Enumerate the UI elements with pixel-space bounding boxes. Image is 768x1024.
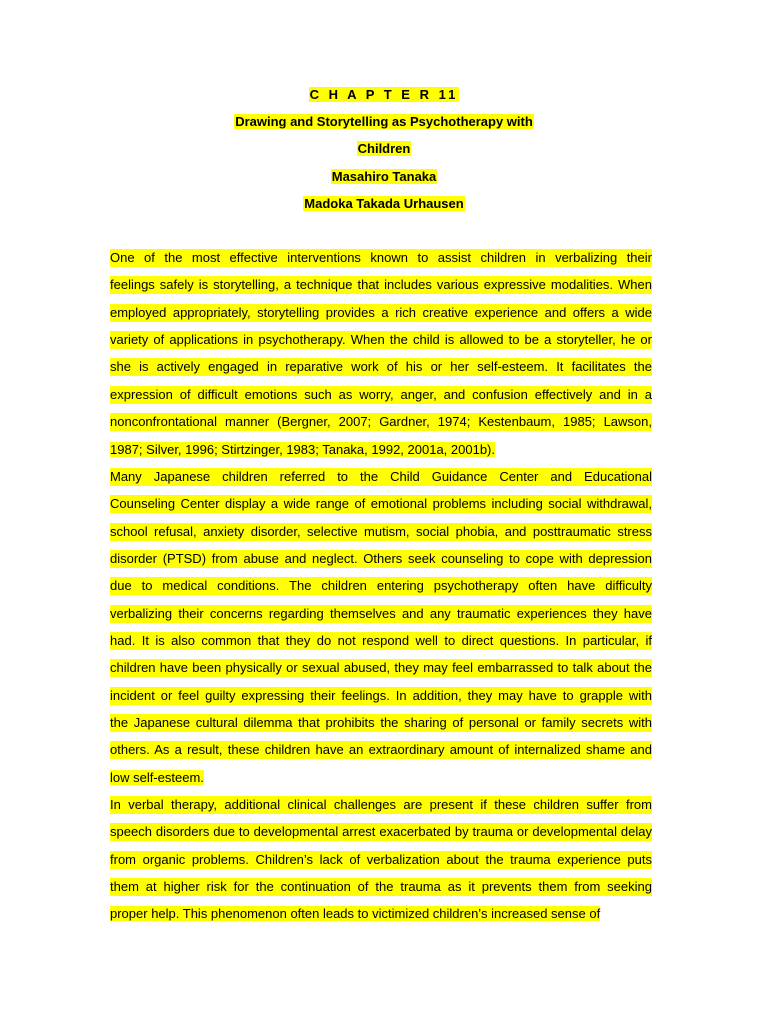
chapter-title-text-1: Drawing and Storytelling as Psychotherapy with xyxy=(235,114,533,129)
body-line xyxy=(110,577,652,595)
chapter-heading xyxy=(0,86,768,103)
author-name-2-text: Madoka Takada Urhausen xyxy=(304,196,464,211)
body-line xyxy=(110,632,652,650)
body-line xyxy=(110,741,652,759)
body-line-text: low self-esteem. xyxy=(110,769,204,785)
body-line-text: she is actively engaged in reparative work of his or her self-esteem. It facilitates the xyxy=(110,359,652,375)
body-line xyxy=(110,714,652,732)
body-line xyxy=(110,331,652,349)
body-line xyxy=(110,413,652,431)
body-line xyxy=(110,495,652,513)
body-line-text: nonconfrontational manner (Bergner, 2007; Gardner, 1974; Kestenbaum, 1985; Lawson, xyxy=(110,414,652,430)
body-line-text: had. It is also common that they do not respond well to direct questions. In particular, if xyxy=(110,632,652,648)
body-line xyxy=(110,605,652,623)
body-line xyxy=(110,659,652,677)
body-line xyxy=(110,823,652,841)
body-line xyxy=(110,441,495,459)
body-line-text: due to medical conditions. The children entering psychotherapy often have difficulty xyxy=(110,578,652,594)
body-line-text: variety of applications in psychotherapy. When the child is allowed to be a storyteller, he or xyxy=(110,332,652,348)
body-line-text: the Japanese cultural dilemma that prohibits the sharing of personal or family secrets with xyxy=(110,715,652,730)
author-name-1 xyxy=(0,168,768,185)
body-line-text: Counseling Center display a wide range of emotional problems including social withdrawal, xyxy=(110,496,652,512)
body-line-text: employed appropriately, storytelling provides a rich creative experience and offers a wide xyxy=(110,304,652,320)
body-line xyxy=(110,358,652,376)
body-line xyxy=(110,769,204,787)
chapter-heading-text: C H A P T E R 11 xyxy=(309,87,459,102)
body-line-text: One of the most effective interventions known to assist children in verbalizing their xyxy=(110,250,652,265)
body-line xyxy=(110,386,652,404)
body-line-text: feelings safely is storytelling, a technique that includes various expressive modalities. When xyxy=(110,277,652,293)
body-line-text: 1987; Silver, 1996; Stirtzinger, 1983; Tanaka, 1992, 2001a, 2001b). xyxy=(110,441,495,457)
body-line-text: expression of difficult emotions such as worry, anger, and confusion effectively and in a xyxy=(110,386,652,402)
body-line xyxy=(110,796,652,814)
body-line xyxy=(110,523,652,541)
body-line xyxy=(110,468,652,486)
chapter-title-line-1 xyxy=(0,113,768,130)
body-line xyxy=(110,687,652,705)
body-line-text: verbalizing their concerns regarding themselves and any traumatic experiences they have xyxy=(110,605,652,621)
body-line-text: incident or feel guilty expressing their feelings. In addition, they may have to grapple with xyxy=(110,687,652,703)
body-line xyxy=(110,550,652,568)
body-line-text: disorder (PTSD) from abuse and neglect. Others seek counseling to cope with depression xyxy=(110,550,652,566)
body-line-text: school refusal, anxiety disorder, selective mutism, social phobia, and posttraumatic stress xyxy=(110,523,652,539)
author-name-2 xyxy=(0,195,768,212)
body-line-text: from organic problems. Children’s lack of verbalization about the trauma experience puts xyxy=(110,851,652,867)
body-line xyxy=(110,276,652,294)
chapter-title-text-2: Children xyxy=(357,141,411,156)
body-line-text: Many Japanese children referred to the Child Guidance Center and Educational xyxy=(110,468,652,484)
body-line-text: speech disorders due to developmental arrest exacerbated by trauma or developmental delay xyxy=(110,824,652,840)
author-name-1-text: Masahiro Tanaka xyxy=(331,169,437,184)
body-line-text: proper help. This phenomenon often leads to victimized children’s increased sense of xyxy=(110,906,601,922)
body-line xyxy=(110,304,652,322)
chapter-title-line-2 xyxy=(0,140,768,157)
body-line-text: others. As a result, these children have an extraordinary amount of internalized shame and xyxy=(110,742,652,758)
body-line xyxy=(110,905,600,923)
body-line-text: children have been physically or sexual abused, they may feel embarrassed to talk about the xyxy=(110,660,652,676)
body-line xyxy=(110,878,652,896)
body-line-text: In verbal therapy, additional clinical challenges are present if these children suffer from xyxy=(110,797,652,812)
body-line xyxy=(110,249,652,267)
body-line-text: them at higher risk for the continuation of the trauma as it prevents them from seeking xyxy=(110,879,652,895)
body-line xyxy=(110,851,652,869)
